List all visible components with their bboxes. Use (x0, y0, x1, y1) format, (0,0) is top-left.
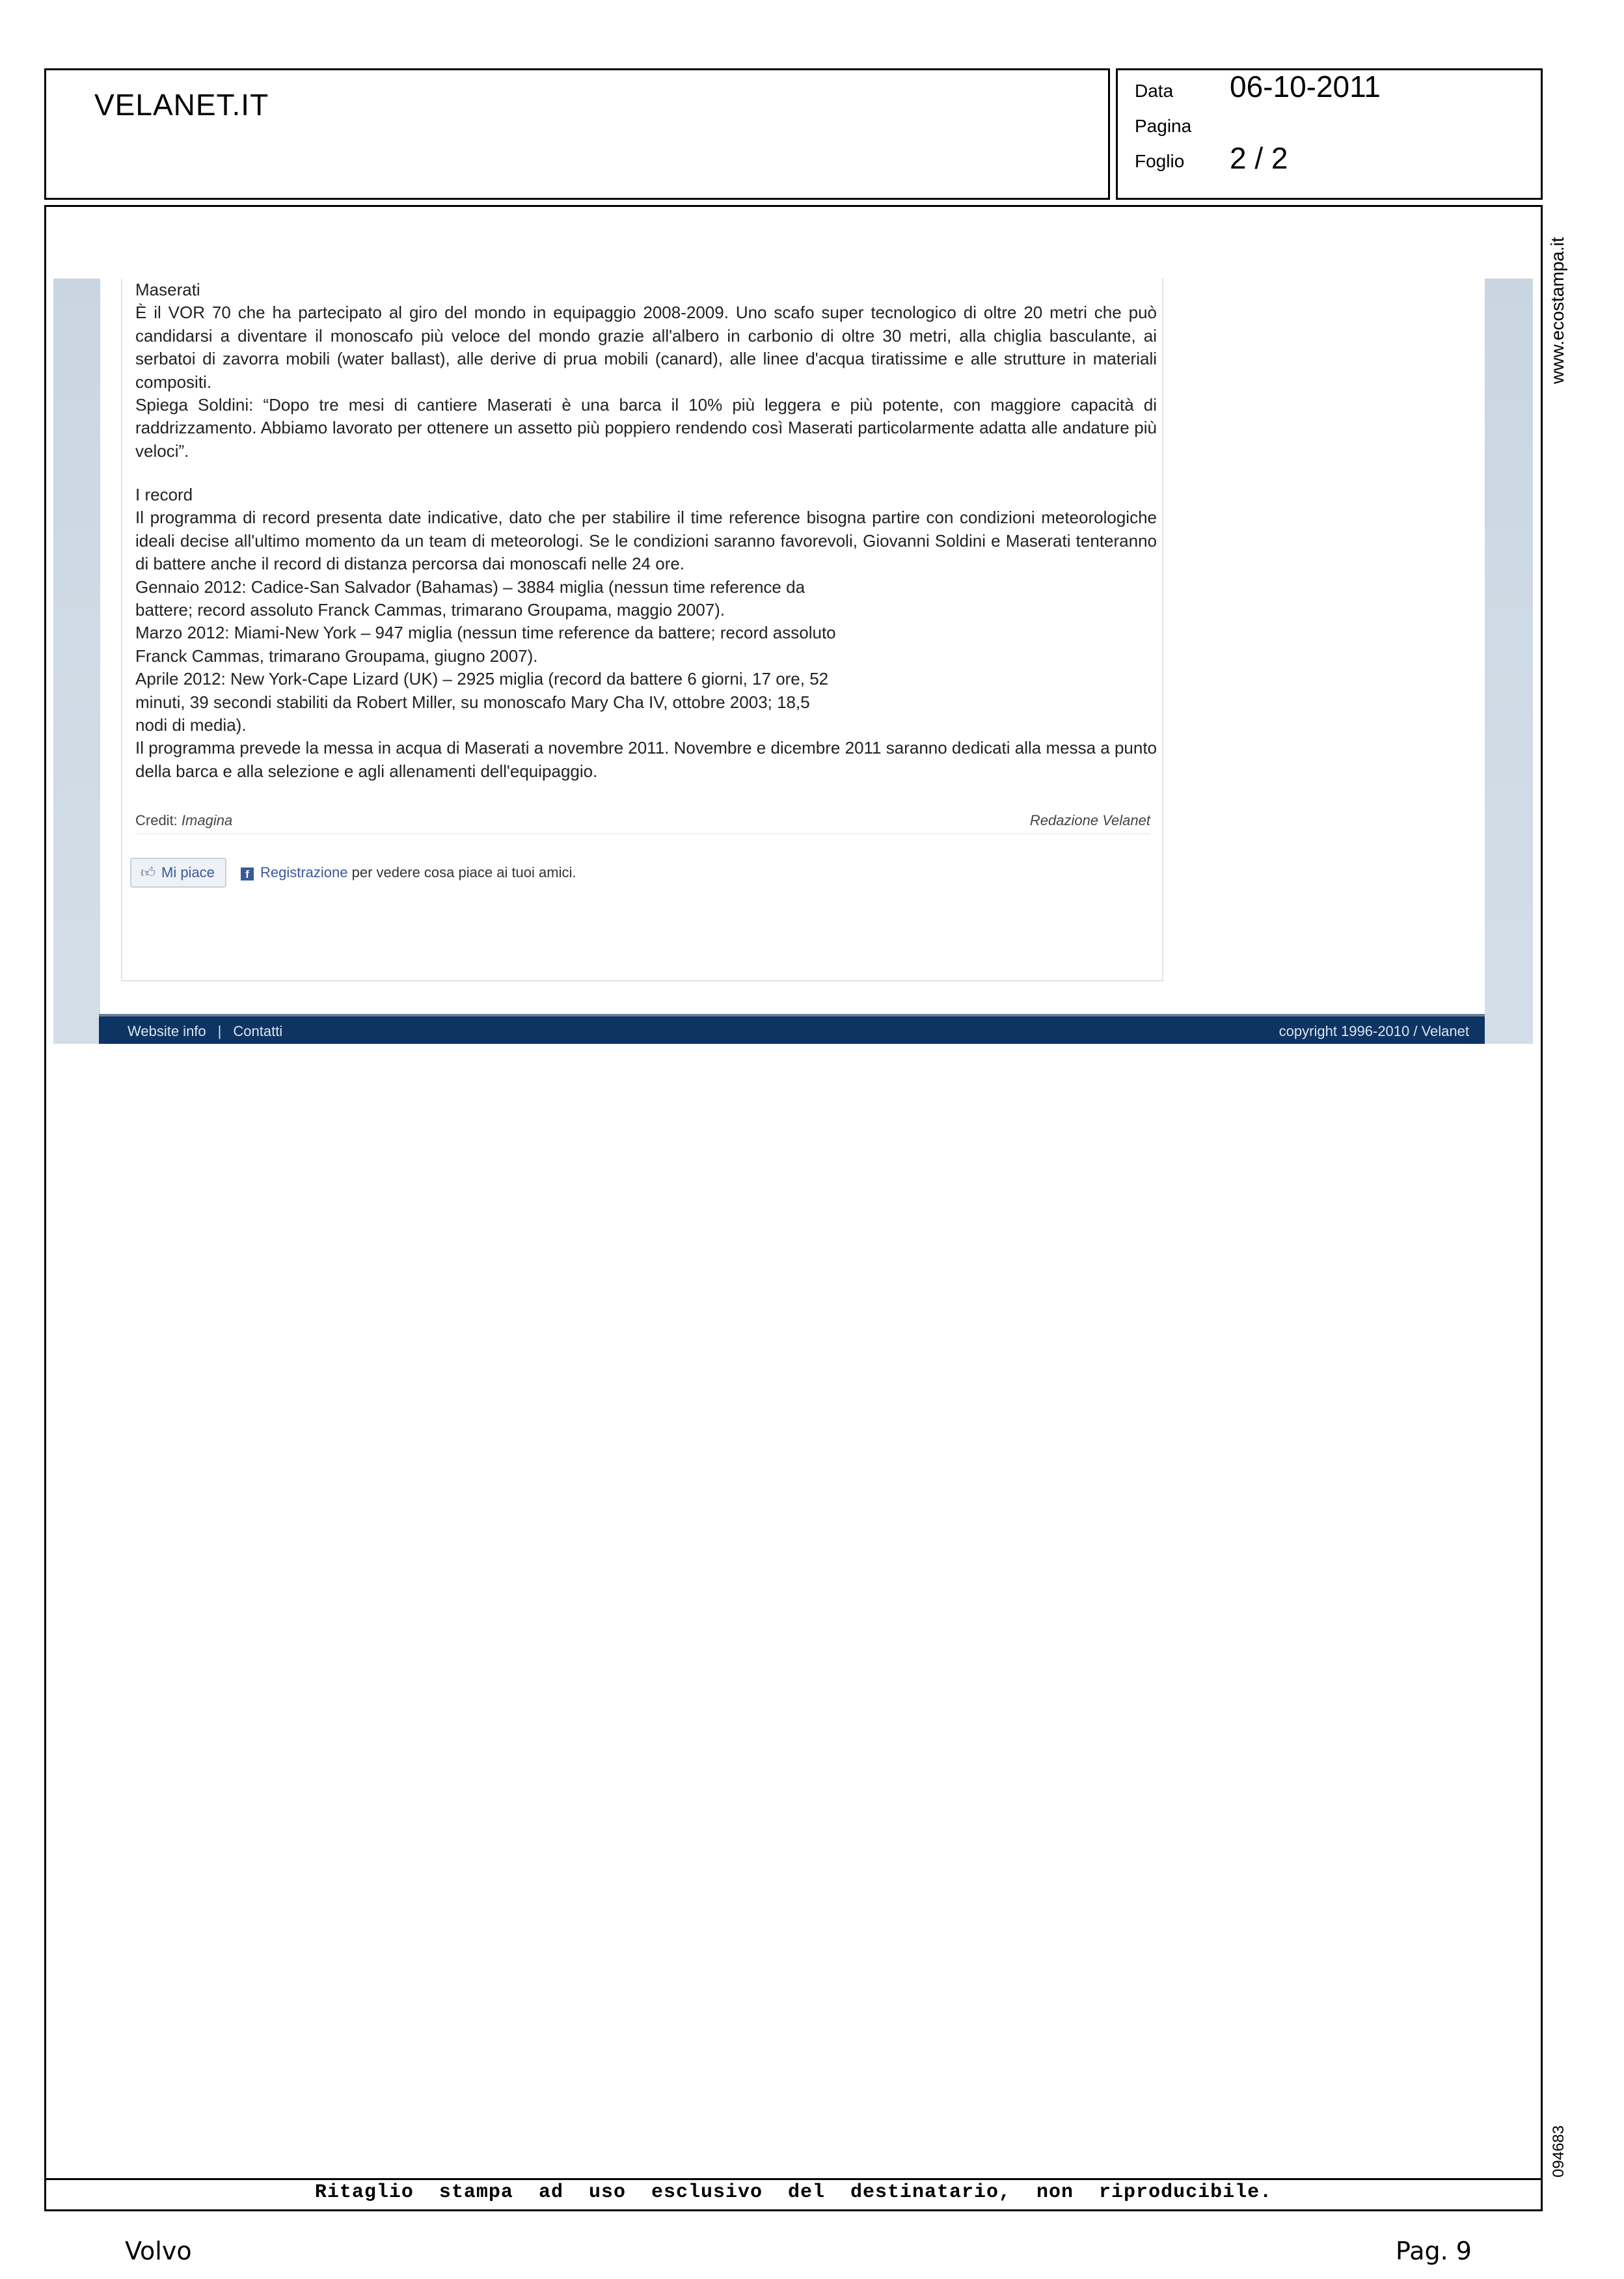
article-line: Aprile 2012: New York-Cape Lizard (UK) – 2925 miglia (record da battere 6 giorni, 17 ore, 52 (135, 669, 829, 689)
disclaimer-text: Ritaglio stampa ad uso esclusivo del destinatario, non riproducibile. (314, 2181, 1273, 2204)
facebook-icon: f (241, 867, 254, 880)
footer-separator: | (217, 1023, 222, 1039)
header-title-box (44, 68, 1110, 200)
header-meta-box (1116, 68, 1543, 200)
footer-links (128, 1023, 282, 1040)
article-block-maserati (135, 279, 1157, 463)
left-background-band (53, 279, 100, 1044)
article-author: Redazione Velanet (1029, 812, 1150, 828)
facebook-register-text (260, 864, 576, 881)
side-code-text: 094683 (1550, 2125, 1567, 2177)
register-text: per vedere cosa piace ai tuoi amici. (347, 864, 576, 880)
article-paragraph: Il programma di record presenta date indicative, dato che per stabilire il time reference bisogna partire con condizioni meteorologiche ideali decise all'ultimo momento da un team di meteorologi. Se le condizioni saranno favorevoli, Giovanni Soldini e Maserati tenteranno di battere anche il record di distanza percorsa dai monoscafi nelle 24 ore. (135, 508, 1157, 574)
disclaimer-divider (44, 2178, 1543, 2180)
site-footer-bar (99, 1014, 1485, 1044)
right-background-band (1485, 279, 1533, 1044)
article-line: minuti, 39 secondi stabiliti da Robert Miller, su monoscafo Mary Cha IV, ottobre 2003; 18,5 (135, 692, 810, 712)
credit-label: Credit: (135, 812, 178, 828)
pagina-label: Pagina (1135, 116, 1192, 136)
article-line: Gennaio 2012: Cadice-San Salvador (Bahamas) – 3884 miglia (nessun time reference da (135, 577, 805, 597)
article-line: Marzo 2012: Miami-New York – 947 miglia (nessun time reference da battere; record assoluto (135, 623, 836, 643)
thumbs-up-icon: 👍︎ (141, 864, 156, 880)
credit-divider (135, 833, 1150, 834)
site-title: VELANET.IT (94, 88, 269, 122)
article-paragraph: Il programma prevede la messa in acqua di Maserati a novembre 2011. Novembre e dicembre 2011 saranno dedicati alla messa a punto della barca e alla selezione e agli allenamenti dell'equipaggio. (135, 738, 1157, 781)
data-value: 06-10-2011 (1230, 70, 1381, 103)
side-url-text: www.ecostampa.it (1547, 237, 1567, 384)
webpage-screenshot (53, 279, 1533, 1044)
article-line: Franck Cammas, trimarano Groupama, giugno 2007). (135, 646, 538, 666)
data-label: Data (1135, 81, 1174, 101)
article-block-record (135, 484, 1157, 783)
copyright-text: copyright 1996-2010 / Velanet (1279, 1023, 1469, 1039)
article-heading: I record (135, 485, 193, 504)
like-button[interactable] (130, 858, 226, 888)
article-heading: Maserati (135, 280, 200, 299)
credit-row (135, 812, 1150, 829)
article-paragraph: Spiega Soldini: “Dopo tre mesi di cantiere Maserati è una barca il 10% più leggera e più potente, con maggiore capacità di raddrizzamento. Abbiamo lavorato per ottenere un assetto più poppiero rendendo così Maserati particolarmente adatta alle andature più veloci”. (135, 395, 1157, 461)
article-line: nodi di media). (135, 715, 247, 735)
website-info-link[interactable]: Website info (128, 1023, 206, 1039)
like-button-label: Mi piace (161, 864, 215, 880)
credit-value: Imagina (181, 812, 233, 828)
register-link[interactable]: Registrazione (260, 864, 348, 880)
foglio-label: Foglio (1135, 151, 1185, 171)
page-source: Volvo (125, 2237, 192, 2265)
foglio-value: 2 / 2 (1230, 141, 1288, 175)
article-panel (121, 279, 1163, 981)
page-number: Pag. 9 (1396, 2237, 1472, 2265)
article-line: battere; record assoluto Franck Cammas, trimarano Groupama, maggio 2007). (135, 600, 725, 620)
contatti-link[interactable]: Contatti (233, 1023, 283, 1039)
article-paragraph: È il VOR 70 che ha partecipato al giro del mondo in equipaggio 2008-2009. Uno scafo super tecnologico di oltre 20 metri che può candidarsi a diventare il monoscafo più veloce del mondo grazie all'albero in carbonio di oltre 30 metri, alla chiglia basculante, ai serbatoi di zavorra mobili (water ballast), alle derive di prua mobili (canard), alle linee d'acqua tiratissime e alle strutture in materiali compositi. (135, 303, 1157, 392)
